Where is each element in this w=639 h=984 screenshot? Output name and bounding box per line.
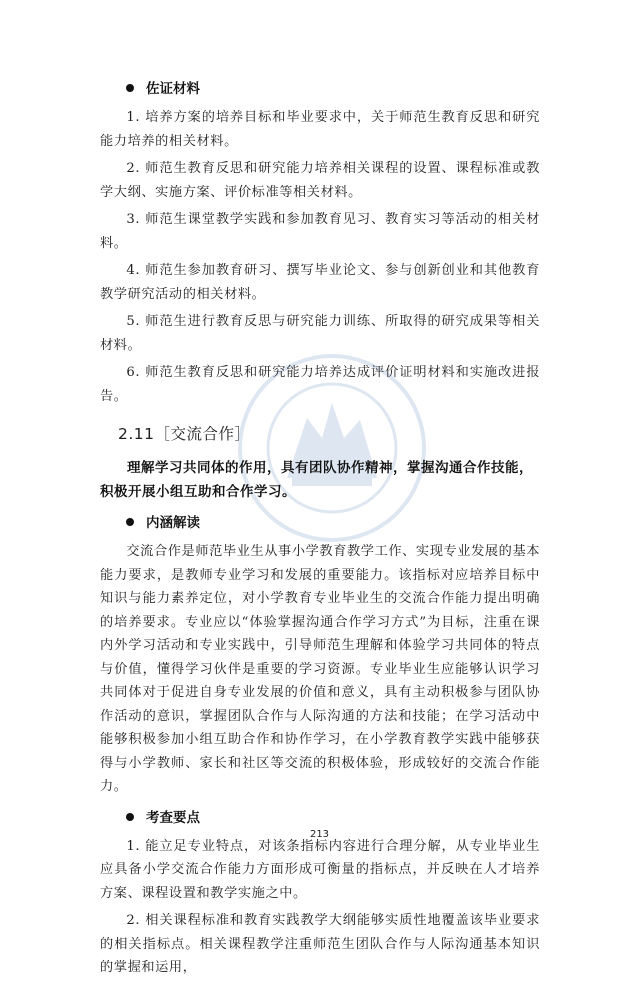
page-number: 213 xyxy=(309,829,330,840)
section-requirement: 理解学习共同体的作用，具有团队协作精神，掌握沟通合作技能，积极开展小组互助和合作学习。 xyxy=(100,460,533,500)
checkpoint-item: 1. 能立足专业特点，对该条指标内容进行合理分解，从专业毕业生应具备小学交流合作能力方面形成可衡量的指标点，并反映在人才培养方案、课程设置和教学实施之中。 xyxy=(100,838,540,901)
evidence-item: 4. 师范生参加教育研习、撰写毕业论文、参与创新创业和其他教育教学研究活动的相关材料。 xyxy=(100,263,540,302)
bullet-dot-icon xyxy=(126,84,134,92)
evidence-item: 5. 师范生进行教育反思与研究能力训练、所取得的研究成果等相关材料。 xyxy=(100,314,540,353)
checkpoints-heading: 考查要点 xyxy=(126,807,540,829)
evidence-item: 1. 培养方案的培养目标和毕业要求中，关于师范生教育反思和研究能力培养的相关材料。 xyxy=(100,110,540,149)
section-title: 2.11［交流合作］ xyxy=(118,425,251,443)
checkpoint-item: 2. 相关课程标准和教育实践教学大纲能够实质性地覆盖该毕业要求的相关指标点。相关课程教学注重师范生团队合作与人际沟通基本知识的掌握和运用， xyxy=(100,913,540,975)
content-area xyxy=(100,78,540,984)
bullet-dot-icon xyxy=(126,518,134,526)
evidence-item: 6. 师范生教育反思和研究能力培养达成评价证明材料和实施改进报告。 xyxy=(100,365,540,404)
evidence-item: 2. 师范生教育反思和研究能力培养相关课程的设置、课程标准或教学大纲、实施方案、评价标准等相关材料。 xyxy=(100,161,540,200)
evidence-heading: 佐证材料 xyxy=(126,78,540,100)
interpretation-text: 交流合作是师范毕业生从事小学教育教学工作、实现专业发展的基本能力要求，是教师专业学习和发展的重要能力。该指标对应培养目标中知识与能力素养定位，对小学教育专业毕业生的交流合作能力提出明确的培养要求。专业应以“体验掌握沟通合作学习方式”为目标，注重在课内外学习活动和专业实践中，引导师范生理解和体验学习共同体的特点与价值，懂得学习伙伴是重要的学习资源。专业毕业生应能够认识学习共同体对于促进自身专业发展的价值和意义，具有主动积极参与团队协作活动的意识，掌握团队合作与人际沟通的方法和技能；在学习活动中能够积极参加小组互助合作和协作学习，在小学教育教学实践中能够获得与小学教师、家长和社区等交流的积极体验，形成较好的交流合作能力。 xyxy=(100,544,541,794)
interpretation-heading: 内涵解读 xyxy=(126,512,540,534)
evidence-item: 3. 师范生课堂教学实践和参加教育见习、教育实习等活动的相关材料。 xyxy=(100,212,540,251)
bullet-dot-icon xyxy=(126,813,134,821)
